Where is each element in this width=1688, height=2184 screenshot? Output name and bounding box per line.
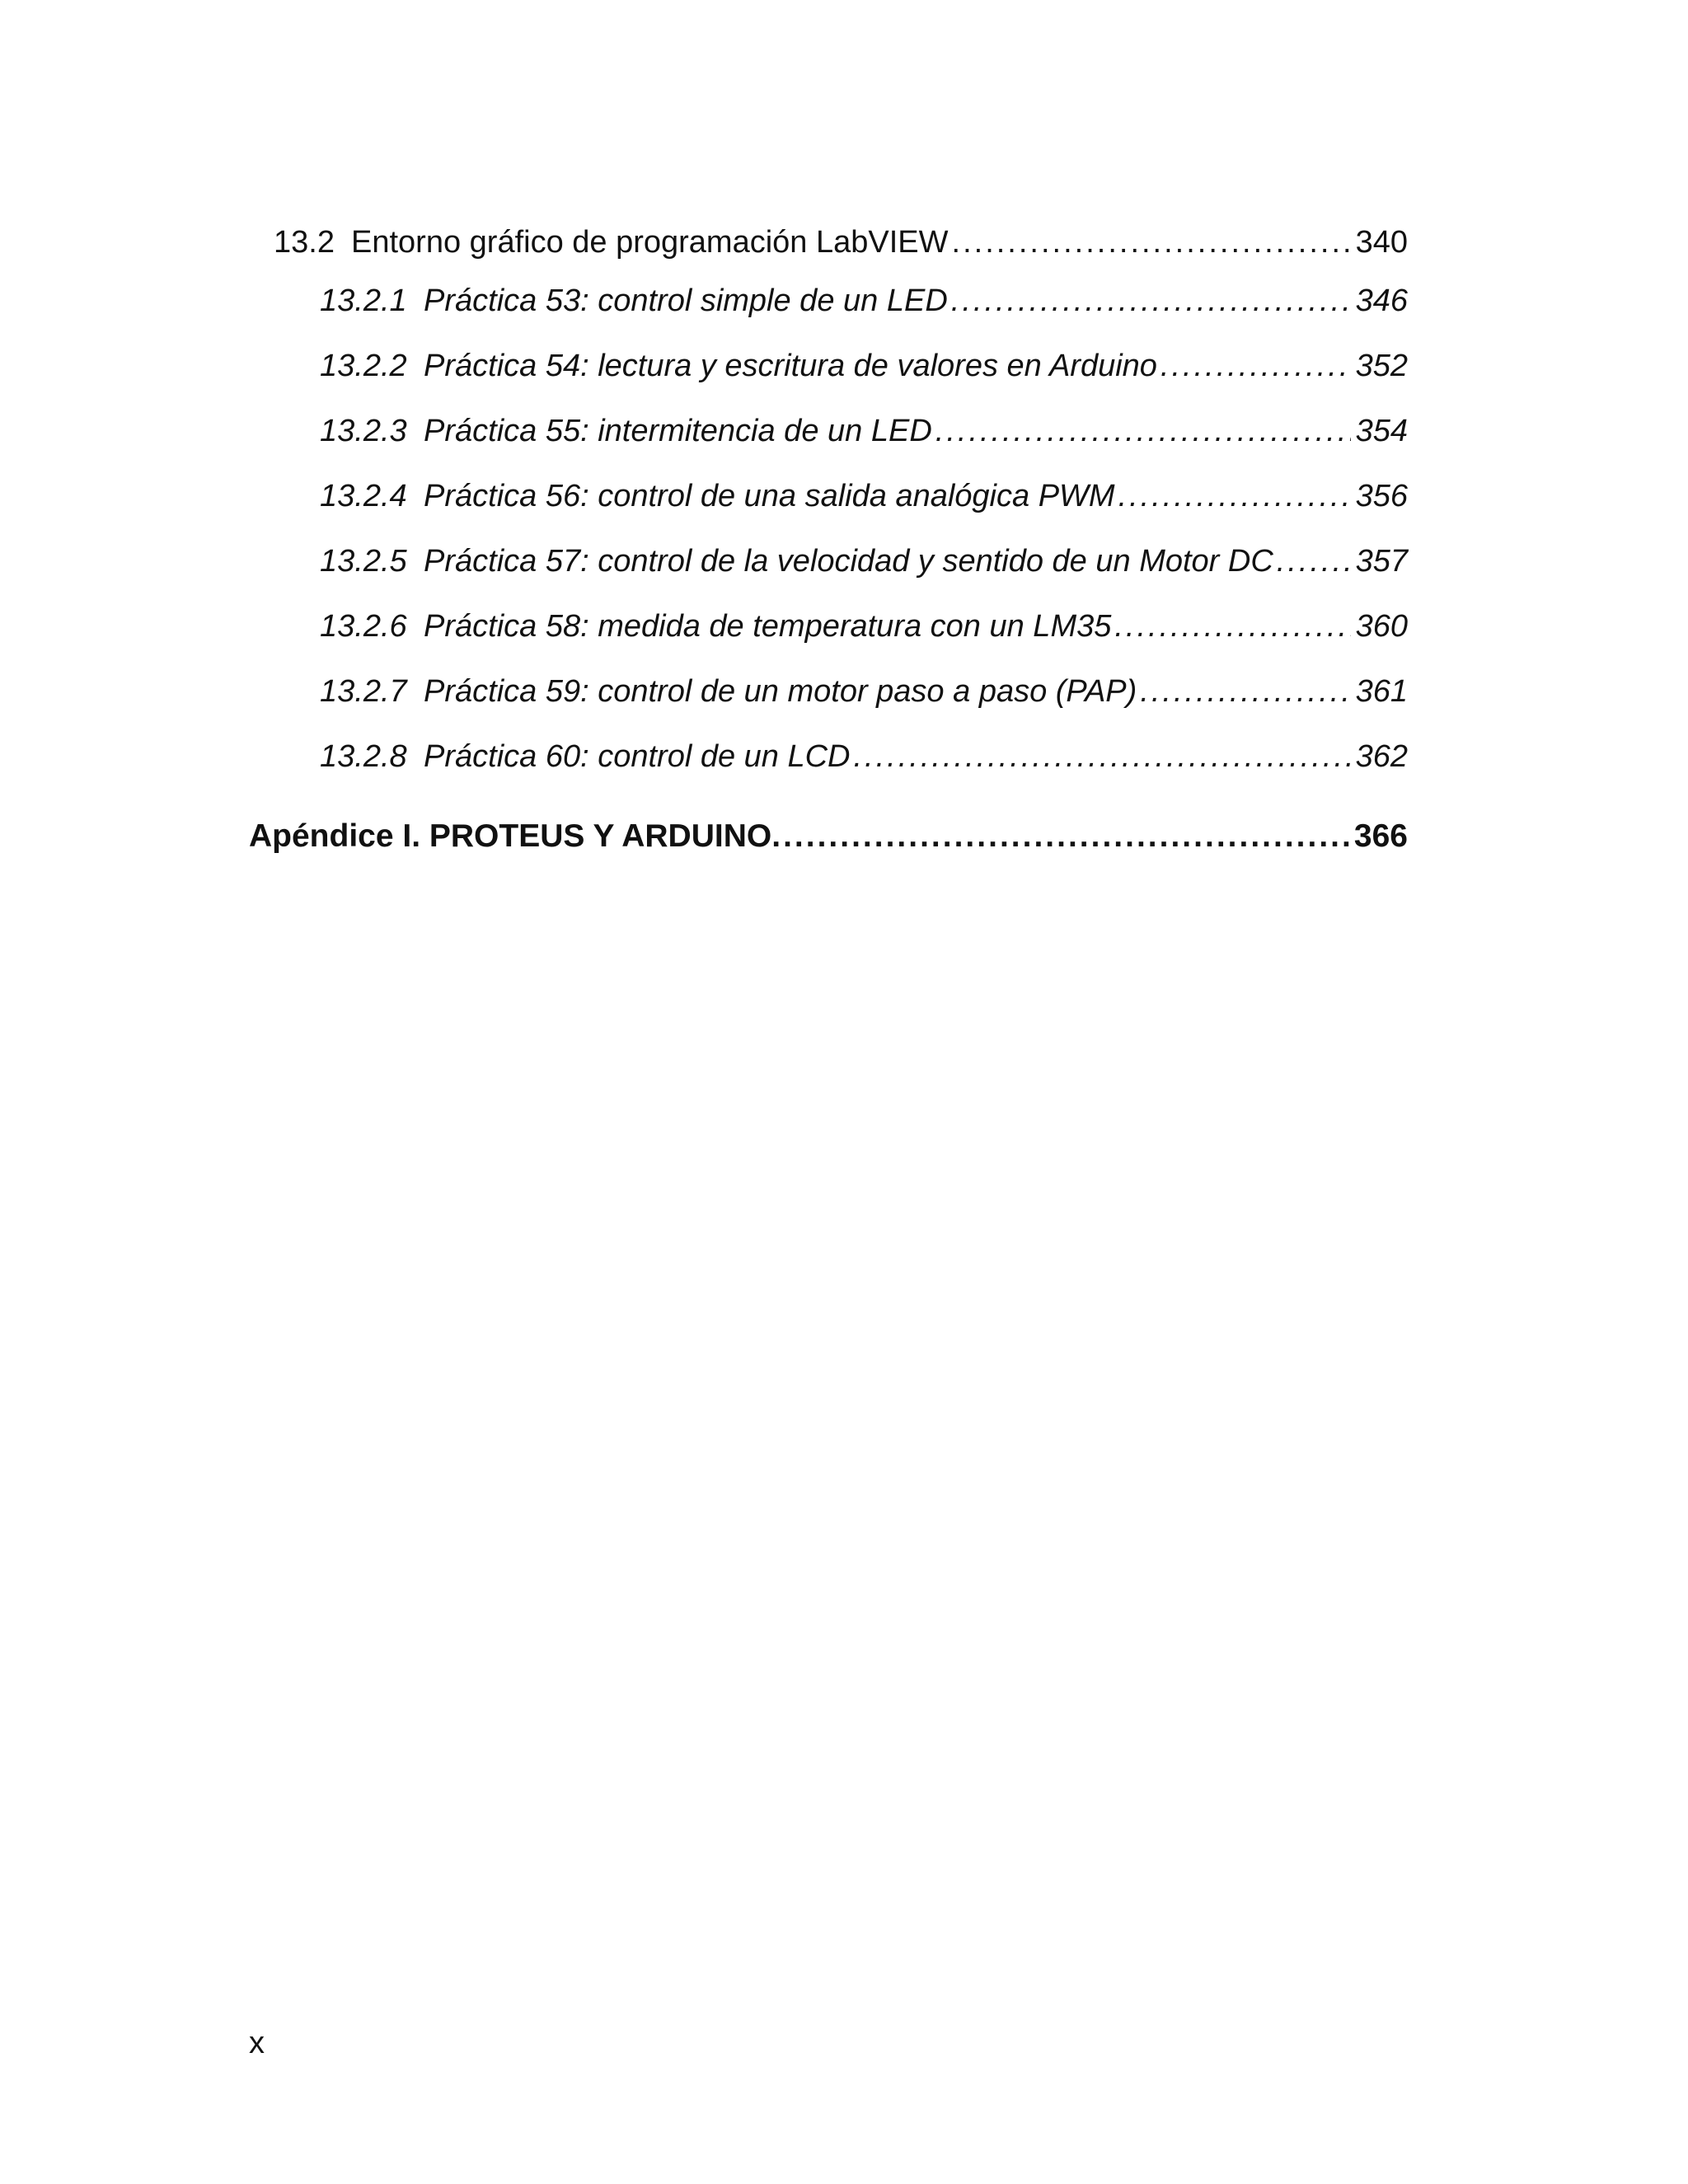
toc-page-number: 340	[1355, 225, 1408, 260]
toc-entry[interactable]	[320, 544, 1408, 579]
toc-entry-title: Práctica 58: medida de temperatura con un LM35	[424, 609, 1112, 644]
toc-entry-title: Práctica 60: control de un LCD	[424, 739, 851, 774]
toc-dot-leader	[771, 818, 1349, 855]
toc-entry-number: 13.2.6	[320, 609, 407, 644]
toc-page-number: 360	[1355, 609, 1408, 644]
toc-dot-leader	[951, 284, 1351, 319]
toc-entry-number: 13.2.2	[320, 349, 407, 383]
toc-entry-title: Práctica 56: control de una salida analógica PWM	[424, 479, 1115, 513]
toc-entry-number: 13.2.1	[320, 284, 407, 318]
toc-entry[interactable]	[320, 739, 1408, 775]
toc-dot-leader	[854, 739, 1351, 775]
toc-page-number: 352	[1355, 349, 1408, 383]
toc-appendix-entry[interactable]	[249, 818, 1408, 855]
toc-page-number: 356	[1355, 479, 1408, 513]
toc-entry[interactable]	[320, 674, 1408, 710]
toc-page-number: 346	[1355, 284, 1408, 318]
toc-page-number: 354	[1355, 414, 1408, 448]
toc-entry-title: Práctica 57: control de la velocidad y sentido de un Motor DC	[424, 544, 1273, 579]
toc-entry-number: 13.2.3	[320, 414, 407, 448]
toc-entry[interactable]	[320, 349, 1408, 384]
toc-dot-leader	[952, 225, 1351, 260]
toc-entry[interactable]	[320, 414, 1408, 449]
toc-entry[interactable]	[320, 479, 1408, 514]
toc-appendix-title: Apéndice I. PROTEUS Y ARDUINO	[249, 818, 772, 854]
toc-dot-leader	[1140, 674, 1350, 710]
footer-page-number: x	[249, 2026, 265, 2060]
toc-entry[interactable]	[320, 284, 1408, 319]
toc-entry-number: 13.2.7	[320, 674, 407, 709]
toc-dot-leader	[1114, 609, 1350, 644]
toc-entry-title: Práctica 54: lectura y escritura de valores en Arduino	[424, 349, 1157, 383]
toc-dot-leader	[935, 414, 1351, 449]
toc-entry-title: Práctica 55: intermitencia de un LED	[424, 414, 932, 448]
toc-section-number: 13.2	[274, 225, 335, 260]
toc-entry-number: 13.2.5	[320, 544, 407, 579]
toc-entry-number: 13.2.4	[320, 479, 407, 513]
toc-dot-leader	[1160, 349, 1351, 384]
toc-entry[interactable]	[320, 609, 1408, 644]
toc-page-number: 357	[1355, 544, 1408, 579]
toc-dot-leader	[1118, 479, 1351, 514]
toc-page-number: 362	[1355, 739, 1408, 774]
toc-section-13-2[interactable]	[274, 225, 1408, 260]
toc-entry-title: Práctica 53: control simple de un LED	[424, 284, 948, 318]
toc-page-number: 361	[1355, 674, 1408, 709]
toc-entry-number: 13.2.8	[320, 739, 407, 774]
toc-dot-leader	[1277, 544, 1351, 579]
toc-entry-title: Práctica 59: control de un motor paso a paso (PAP)	[424, 674, 1137, 709]
toc-section-title: Entorno gráfico de programación LabVIEW	[351, 225, 949, 260]
toc-page-number: 366	[1353, 818, 1408, 854]
